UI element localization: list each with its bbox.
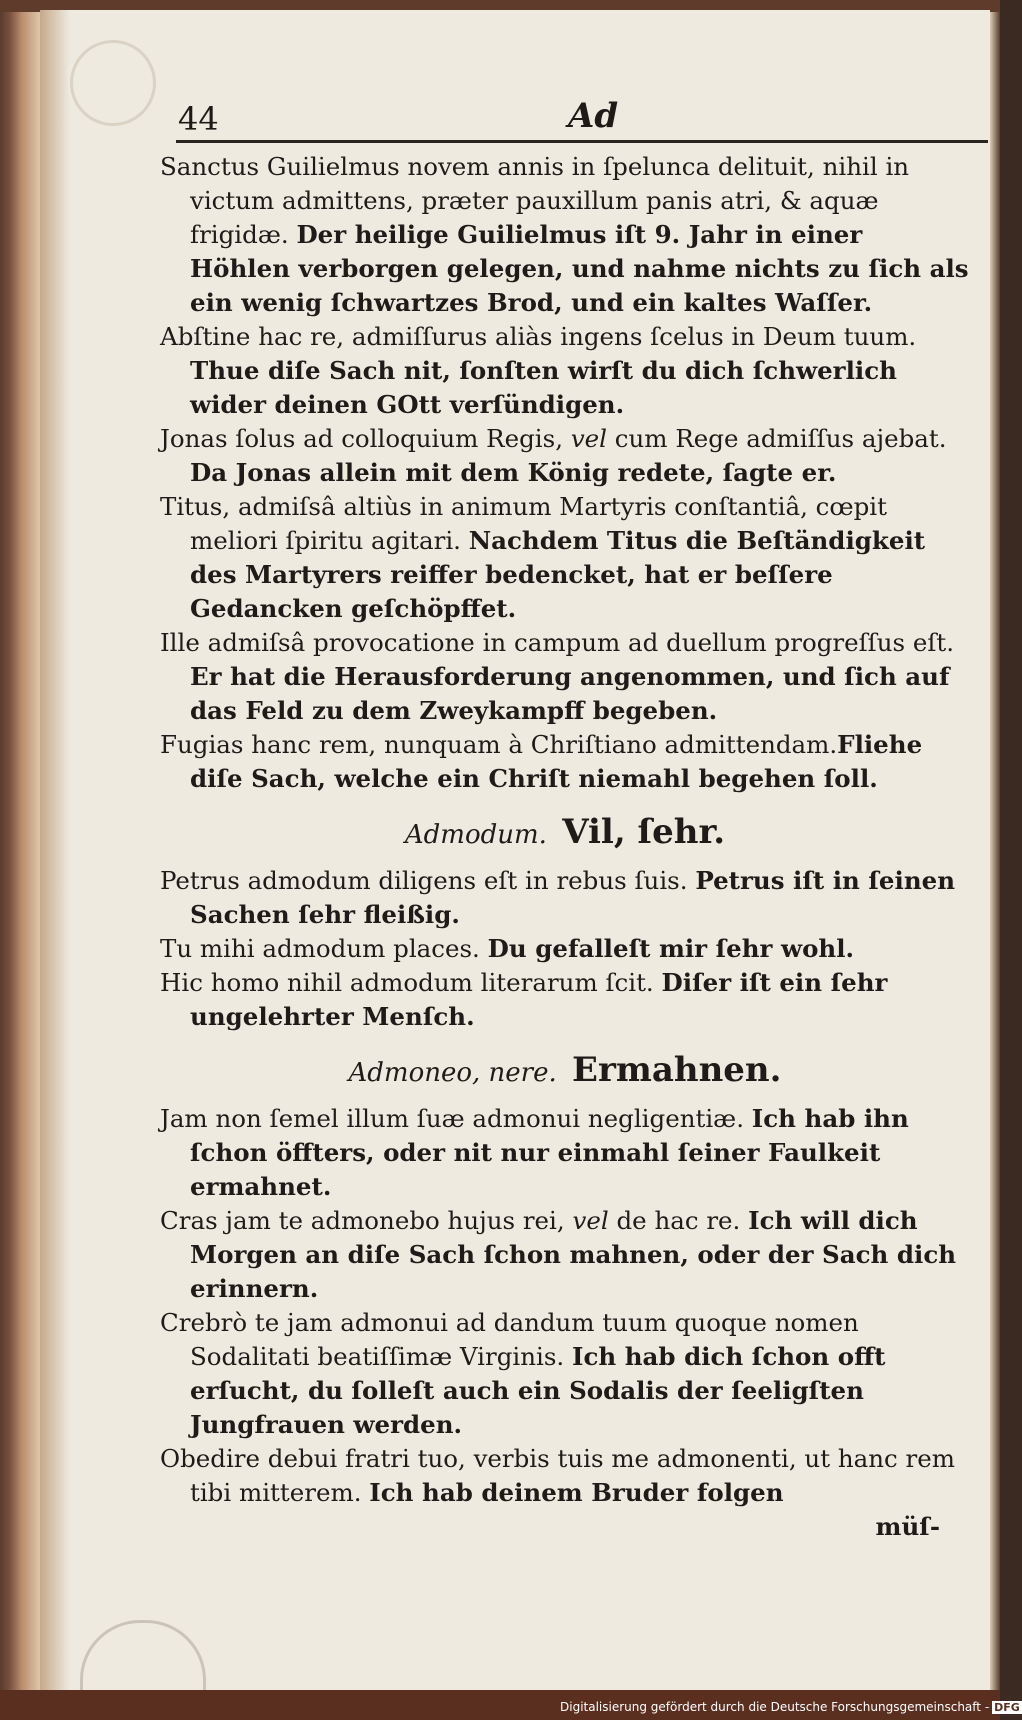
gutter-shadow (40, 10, 70, 1690)
entry (160, 320, 970, 422)
dfg-logo: DFG (994, 1701, 1020, 1714)
german-text: Nachdem Titus die Beſtändigkeit des Martyrers reiffer bedencket, hat er beſſere Gedancken geſchöpffet. (190, 526, 926, 623)
german-text: Ich hab dich ſchon offt erſucht, du ſolleſt auch ein Sodalis der ſeeligſten Jungfrauen werden. (190, 1342, 886, 1439)
page-header (138, 88, 968, 148)
catchword: müſ- (875, 1512, 940, 1541)
entry (160, 1204, 970, 1306)
latin-italic: vel (570, 424, 607, 453)
latin-text: Fugias hanc rem, nunquam à Chriſtiano admittendam. (160, 730, 838, 759)
latin-text: cum Rege admiſſus ajebat. (614, 424, 947, 453)
latin-text: Hic homo nihil admodum literarum ſcit. (160, 968, 654, 997)
latin-text: Titus, admiſsâ altiùs in animum Martyris conſtantiâ, cœpit meliori ſpiritu agitari. (160, 492, 887, 555)
latin-text: Crebrò te jam admonui ad dandum tuum quoque nomen Sodalitati beatiſſimæ Virginis. (160, 1308, 859, 1371)
entry (160, 728, 970, 796)
german-text: Thue diſe Sach nit, ſonſten wirſt du dich ſchwerlich wider deinen GOtt verſündigen. (190, 356, 897, 419)
latin-text: Obedire debui fratri tuo, verbis tuis me admonenti, ut hanc rem tibi mitterem. (160, 1444, 955, 1507)
entry (160, 1306, 970, 1442)
entry (160, 150, 970, 320)
german-text: Ich hab ihn ſchon öffters, oder nit nur einmahl ſeiner Faulkeit ermahnet. (190, 1104, 909, 1201)
page-number: 44 (178, 100, 219, 138)
latin-text: Ille admiſsâ provocatione in campum ad duellum progreſſus eſt. (160, 628, 955, 657)
german-text: Du gefalleſt mir ſehr wohl. (487, 934, 855, 963)
german-text: Er hat die Herausforderung angenommen, und ſich auf das Feld zu dem Zweykampff begeben. (190, 662, 950, 725)
german-text: Ich will dich Morgen an diſe Sach ſchon mahnen, oder der Sach dich erinnern. (190, 1206, 957, 1303)
running-head: Ad (568, 96, 619, 136)
latin-text: Petrus admodum diligens eſt in rebus ſuis. (160, 866, 688, 895)
heading-german: Ermahnen. (572, 1050, 782, 1090)
entry (160, 422, 970, 490)
entry (160, 1442, 970, 1510)
heading-german: Vil, ſehr. (562, 812, 726, 852)
latin-text: de hac re. (616, 1206, 741, 1235)
latin-text: Jam non ſemel illum ſuæ admonui negligentiæ. (160, 1104, 744, 1133)
heading-latin: Admoneo, nere. (348, 1058, 557, 1088)
german-text: Diſer iſt ein ſehr ungelehrter Menſch. (190, 968, 888, 1031)
entry (160, 626, 970, 728)
latin-text: Tu mihi admodum places. (160, 934, 480, 963)
german-text: Der heilige Guilielmus iſt 9. Jahr in einer Höhlen verborgen gelegen, und nahme nichts zu ſich als ein wenig ſchwartzes Brod, und ein kaltes Waſſer. (190, 220, 969, 317)
heading-latin: Admodum. (404, 820, 547, 850)
credit-text: Digitalisierung gefördert durch die Deutsche Forschungsgemeinschaft - (560, 1700, 990, 1714)
entry (160, 932, 970, 966)
german-text: Fliehe diſe Sach, welche ein Chriſt niemahl begehen ſoll. (190, 730, 923, 793)
section-heading-admodum (160, 812, 970, 858)
header-rule (176, 140, 988, 143)
latin-text: Cras jam te admonebo hujus rei, (160, 1206, 565, 1235)
page-body (160, 150, 970, 1544)
section-heading-admoneo (160, 1050, 970, 1096)
latin-text: Sanctus Guilielmus novem annis in ſpelunca delituit, nihil in victum admittens, præter pauxillum panis atri, & aquæ frigidæ. (160, 152, 910, 249)
entry (160, 966, 970, 1034)
latin-text: Abſtine hac re, admiſſurus aliàs ingens ſcelus in Deum tuum. (160, 322, 917, 351)
entry (160, 1102, 970, 1204)
latin-italic: vel (572, 1206, 609, 1235)
german-text: Ich hab deinem Bruder folgen (369, 1478, 784, 1507)
german-text: Da Jonas allein mit dem König redete, ſagte er. (190, 458, 837, 487)
german-text: Petrus iſt in ſeinen Sachen ſehr fleißig. (190, 866, 956, 929)
digitization-credit (560, 1700, 1022, 1714)
entry (160, 864, 970, 932)
latin-text: Jonas ſolus ad colloquium Regis, (160, 424, 564, 453)
entry (160, 490, 970, 626)
